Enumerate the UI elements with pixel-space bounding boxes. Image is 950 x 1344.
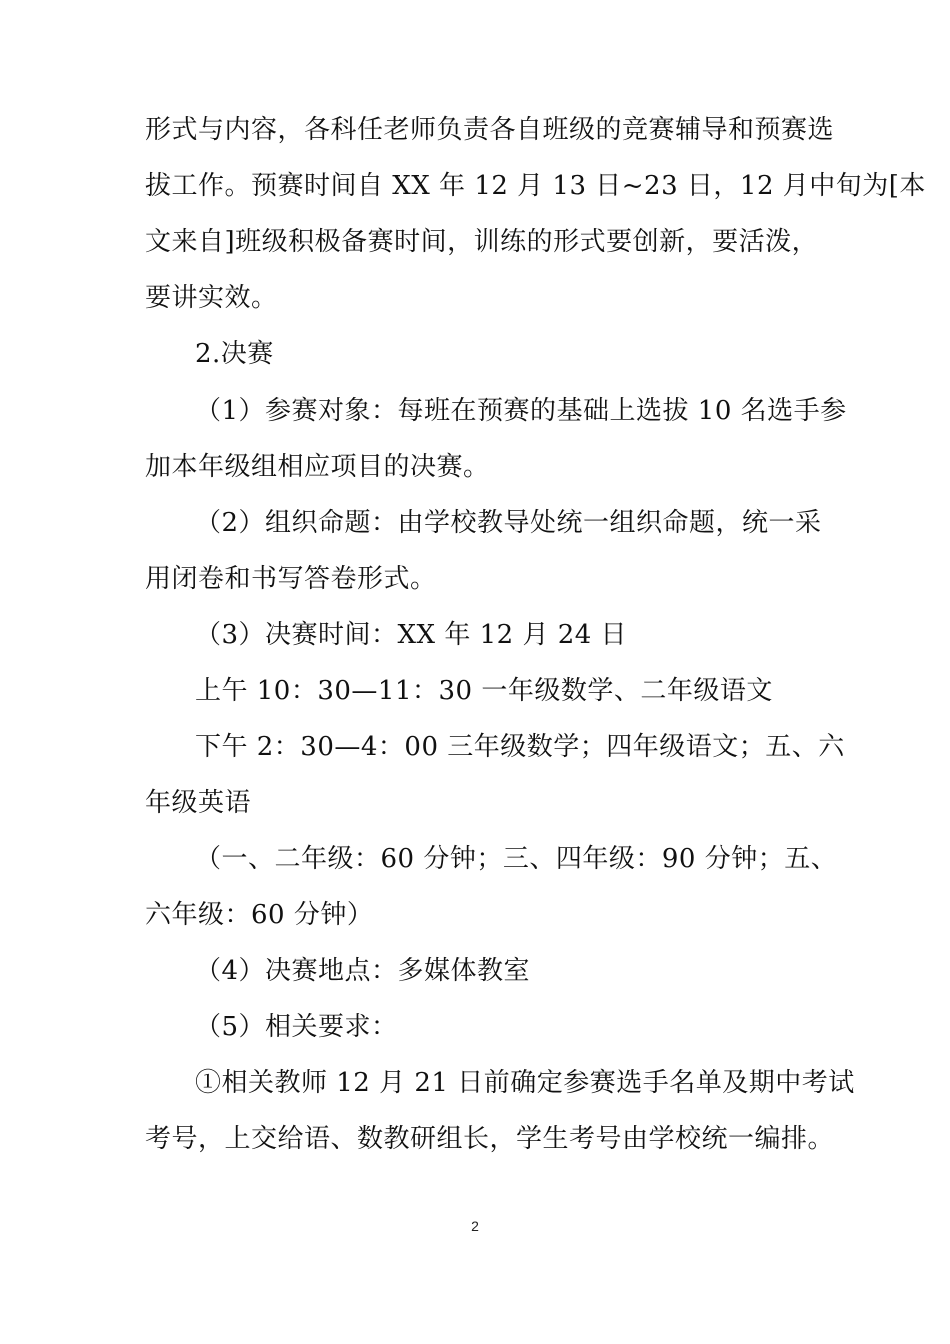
text-line: （2）组织命题：由学校教导处统一组织命题，统一采 bbox=[195, 508, 822, 538]
text-line: 考号，上交给语、数教研组长，学生考号由学校统一编排。 bbox=[145, 1124, 835, 1154]
text-line: 要讲实效。 bbox=[145, 283, 278, 313]
text-line: （1）参赛对象：每班在预赛的基础上选拔 10 名选手参 bbox=[195, 396, 847, 426]
text-line: （一、二年级：60 分钟；三、四年级：90 分钟；五、 bbox=[195, 844, 838, 874]
text-line: （4）决赛地点：多媒体教室 bbox=[195, 956, 531, 986]
text-line: 形式与内容，各科任老师负责各自班级的竞赛辅导和预赛选 bbox=[145, 115, 835, 145]
text-line: （5）相关要求： bbox=[195, 1012, 398, 1042]
text-line: 加本年级组相应项目的决赛。 bbox=[145, 452, 490, 482]
text-line: 上午 10：30—11：30 一年级数学、二年级语文 bbox=[195, 676, 773, 706]
text-line: 下午 2：30—4：00 三年级数学；四年级语文；五、六 bbox=[195, 732, 845, 762]
text-line: （3）决赛时间：XX 年 12 月 24 日 bbox=[195, 620, 628, 650]
text-line: 用闭卷和书写答卷形式。 bbox=[145, 564, 437, 594]
page-number: 2 bbox=[471, 1218, 479, 1234]
text-line: 拔工作。预赛时间自 XX 年 12 月 13 日~23 日，12 月中旬为[本 bbox=[145, 171, 926, 201]
text-line: 六年级：60 分钟） bbox=[145, 900, 374, 930]
text-line: 年级英语 bbox=[145, 788, 252, 818]
text-line: ①相关教师 12 月 21 日前确定参赛选手名单及期中考试 bbox=[195, 1068, 855, 1098]
section-heading: 2.决赛 bbox=[195, 339, 274, 369]
text-line: 文来自]班级积极备赛时间，训练的形式要创新，要活泼， bbox=[145, 227, 819, 257]
